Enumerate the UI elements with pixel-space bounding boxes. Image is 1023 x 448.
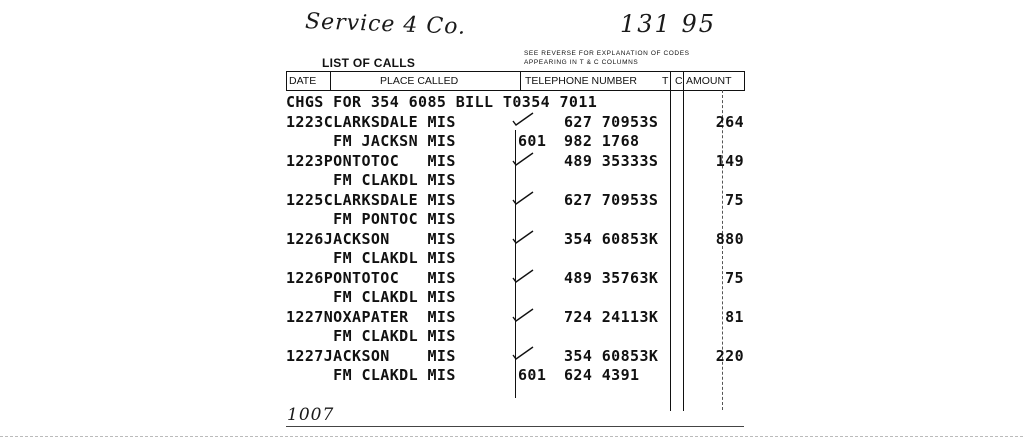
call-row-amount: 880: [715, 229, 744, 248]
call-row-telephone: 354 60853K: [564, 229, 659, 248]
call-row-telephone: 489 35333S: [564, 151, 659, 170]
handwritten-note: Service 4 Co.: [304, 9, 467, 40]
header-t: T: [662, 75, 669, 87]
call-row-amount: 264: [715, 112, 744, 131]
call-row: [286, 112, 756, 132]
header-place-called: PLACE CALLED: [380, 75, 459, 87]
codes-note: [524, 49, 744, 67]
date-column-rule: [330, 71, 331, 91]
call-row-amount: 75: [725, 268, 744, 287]
call-row-telephone: 354 60853K: [564, 346, 659, 365]
codes-note-line2: APPEARING IN T & C COLUMNS: [524, 59, 639, 66]
call-row-area-code: 601: [518, 132, 547, 150]
call-row-area-code: 601: [518, 366, 547, 384]
header-right-rule: [744, 71, 745, 91]
call-row: [286, 268, 756, 288]
call-row-text: FM CLAKDL MIS: [286, 171, 456, 189]
call-row-telephone: 627 70953S: [564, 112, 659, 131]
header-date: DATE: [289, 75, 317, 87]
call-row-text: FM PONTOC MIS: [286, 210, 456, 228]
call-row-text: FM JACKSN MIS: [286, 132, 456, 150]
call-row-telephone: 624 4391: [564, 366, 640, 384]
place-column-rule: [520, 71, 521, 91]
call-row: [286, 209, 756, 229]
call-row: [286, 131, 756, 151]
call-row-text: 1227NOXAPATER MIS: [286, 307, 456, 326]
call-row-text: FM CLAKDL MIS: [286, 249, 456, 267]
call-row-text: FM CLAKDL MIS: [286, 366, 456, 384]
call-row: [286, 346, 756, 366]
header-bottom-rule: [286, 90, 744, 91]
codes-note-line1: SEE REVERSE FOR EXPLANATION OF CODES: [524, 50, 690, 57]
call-row: [286, 190, 756, 210]
call-row-text: 1223PONTOTOC MIS: [286, 151, 456, 170]
call-row-telephone: 982 1768: [564, 132, 640, 150]
call-row-amount: 220: [715, 346, 744, 365]
call-row-telephone: 627 70953S: [564, 190, 659, 209]
call-row-text: FM CLAKDL MIS: [286, 288, 456, 306]
call-row: [286, 307, 756, 327]
call-row: [286, 365, 756, 385]
call-row: [286, 151, 756, 171]
header-top-rule: [286, 71, 744, 72]
call-row-text: CHGS FOR 354 6085 BILL T0354 7011: [286, 93, 598, 111]
handwritten-bottom-number: 1007: [287, 405, 335, 425]
call-row-text: 1223CLARKSDALE MIS: [286, 112, 456, 131]
call-row: [286, 287, 756, 307]
header-amount: AMOUNT: [686, 75, 732, 87]
call-rows: [286, 92, 756, 385]
call-row: [286, 92, 756, 112]
page-edge-dots: [0, 436, 1023, 437]
header-c: C: [675, 75, 683, 87]
handwritten-number: 131 95: [620, 10, 716, 38]
call-row: [286, 229, 756, 249]
header-left-rule: [286, 71, 287, 91]
form-title: LIST OF CALLS: [322, 56, 416, 70]
call-row: [286, 326, 756, 346]
call-row-amount: 149: [715, 151, 744, 170]
call-row-telephone: 724 24113K: [564, 307, 659, 326]
call-row: [286, 248, 756, 268]
call-row: [286, 170, 756, 190]
call-row-text: 1226JACKSON MIS: [286, 229, 456, 248]
call-row-text: 1226PONTOTOC MIS: [286, 268, 456, 287]
call-row-amount: 81: [725, 307, 744, 326]
call-row-amount: 75: [725, 190, 744, 209]
call-row-text: 1227JACKSON MIS: [286, 346, 456, 365]
call-row-text: FM CLAKDL MIS: [286, 327, 456, 345]
call-row-telephone: 489 35763K: [564, 268, 659, 287]
call-row-text: 1225CLARKSDALE MIS: [286, 190, 456, 209]
form-bottom-rule: [286, 426, 744, 427]
header-telephone-number: TELEPHONE NUMBER: [525, 75, 638, 87]
